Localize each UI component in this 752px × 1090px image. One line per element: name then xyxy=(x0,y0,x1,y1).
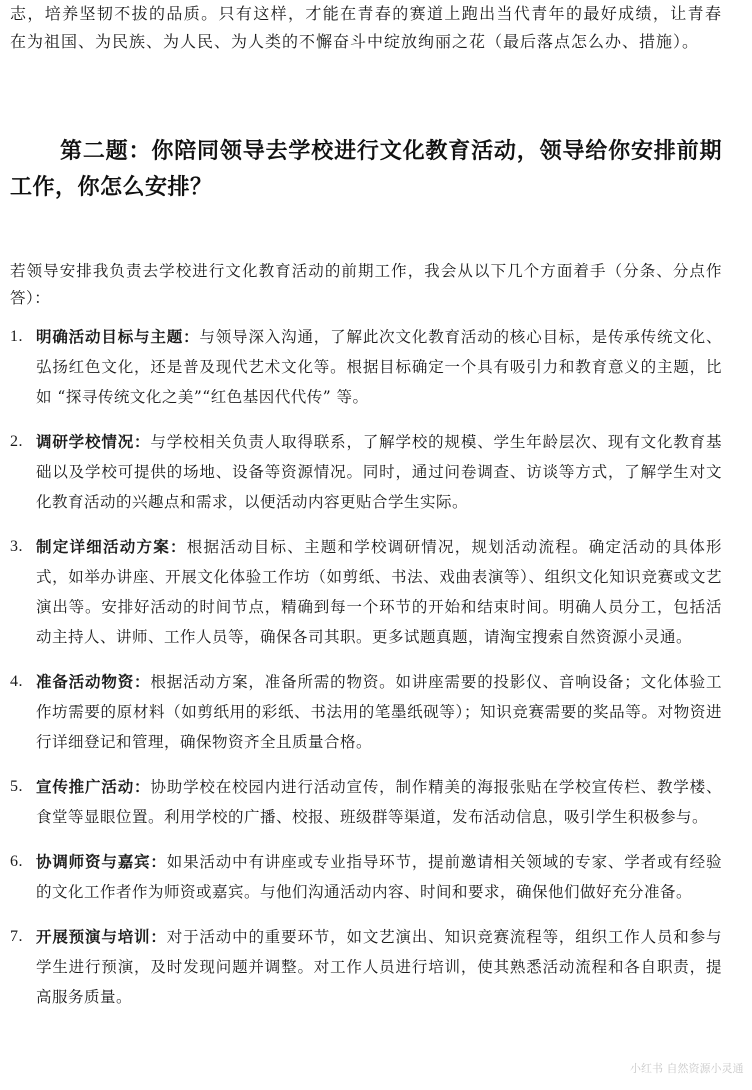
item-number: 5. xyxy=(10,778,23,795)
item-number: 2. xyxy=(10,433,23,450)
item-text: 与学校相关负责人取得联系，了解学校的规模、学生年龄层次、现有文化教育基础以及学校可提供的场地、设备等资源情况。同时，通过问卷调查、访谈等方式，了解学生对文化教育活动的兴趣点和需求，以便活动内容更贴合学生实际。 xyxy=(36,433,722,511)
list-item xyxy=(10,922,722,1012)
watermark: 小红书 自然资源小灵通 xyxy=(630,1062,744,1075)
item-title: 准备活动物资： xyxy=(36,673,151,691)
intro-paragraph: 志，培养坚韧不拔的品质。只有这样，才能在青春的赛道上跑出当代青年的最好成绩，让青春在为祖国、为民族、为人民、为人类的不懈奋斗中绽放绚丽之花（最后落点怎么办、措施）。 xyxy=(10,4,722,51)
list-item xyxy=(10,847,722,907)
item-title: 协调师资与嘉宾： xyxy=(36,853,167,871)
item-title: 制定详细活动方案： xyxy=(36,538,187,556)
question-heading: 第二题：你陪同领导去学校进行文化教育活动，领导给你安排前期工作，你怎么安排？ xyxy=(10,139,722,200)
item-text: 与领导深入沟通，了解此次文化教育活动的核心目标，是传承传统文化、弘扬红色文化，还是普及现代艺术文化等。根据目标确定一个具有吸引力和教育意义的主题，比如 “探寻传统文化之美”“红色基因代代传” 等。 xyxy=(36,328,722,406)
item-number: 1. xyxy=(10,328,23,345)
item-text: 根据活动方案，准备所需的物资。如讲座需要的投影仪、音响设备；文化体验工作坊需要的原材料（如剪纸用的彩纸、书法用的笔墨纸砚等）；知识竞赛需要的奖品等。对物资进行详细登记和管理，确保物资齐全且质量合格。 xyxy=(36,673,722,751)
lead-paragraph: 若领导安排我负责去学校进行文化教育活动的前期工作，我会从以下几个方面着手（分条、分点作答）： xyxy=(10,262,722,307)
item-title: 调研学校情况： xyxy=(36,433,151,451)
item-text: 对于活动中的重要环节，如文艺演出、知识竞赛流程等，组织工作人员和参与学生进行预演，及时发现问题并调整。对工作人员进行培训，使其熟悉活动流程和各自职责，提高服务质量。 xyxy=(36,928,722,1006)
item-text: 协助学校在校园内进行活动宣传，制作精美的海报张贴在学校宣传栏、教学楼、食堂等显眼位置。利用学校的广播、校报、班级群等渠道，发布活动信息，吸引学生积极参与。 xyxy=(36,778,722,826)
item-title: 明确活动目标与主题： xyxy=(36,328,200,346)
list-item xyxy=(10,427,722,517)
item-title: 宣传推广活动： xyxy=(36,778,151,796)
answer-list xyxy=(10,322,722,1027)
item-number: 7. xyxy=(10,928,23,945)
list-item xyxy=(10,322,722,412)
item-text: 如果活动中有讲座或专业指导环节，提前邀请相关领域的专家、学者或有经验的文化工作者作为师资或嘉宾。与他们沟通活动内容、时间和要求，确保他们做好充分准备。 xyxy=(36,853,722,901)
list-item xyxy=(10,532,722,652)
list-item xyxy=(10,772,722,832)
item-title: 开展预演与培训： xyxy=(36,928,167,946)
item-number: 6. xyxy=(10,853,23,870)
list-item xyxy=(10,667,722,757)
item-number: 4. xyxy=(10,673,23,690)
item-number: 3. xyxy=(10,538,23,555)
item-text: 根据活动目标、主题和学校调研情况，规划活动流程。确定活动的具体形式，如举办讲座、开展文化体验工作坊（如剪纸、书法、戏曲表演等）、组织文化知识竞赛或文艺演出等。安排好活动的时间节点，精确到每一个环节的开始和结束时间。明确人员分工，包括活动主持人、讲师、工作人员等，确保各司其职。更多试题真题，请淘宝搜索自然资源小灵通。 xyxy=(36,538,722,646)
